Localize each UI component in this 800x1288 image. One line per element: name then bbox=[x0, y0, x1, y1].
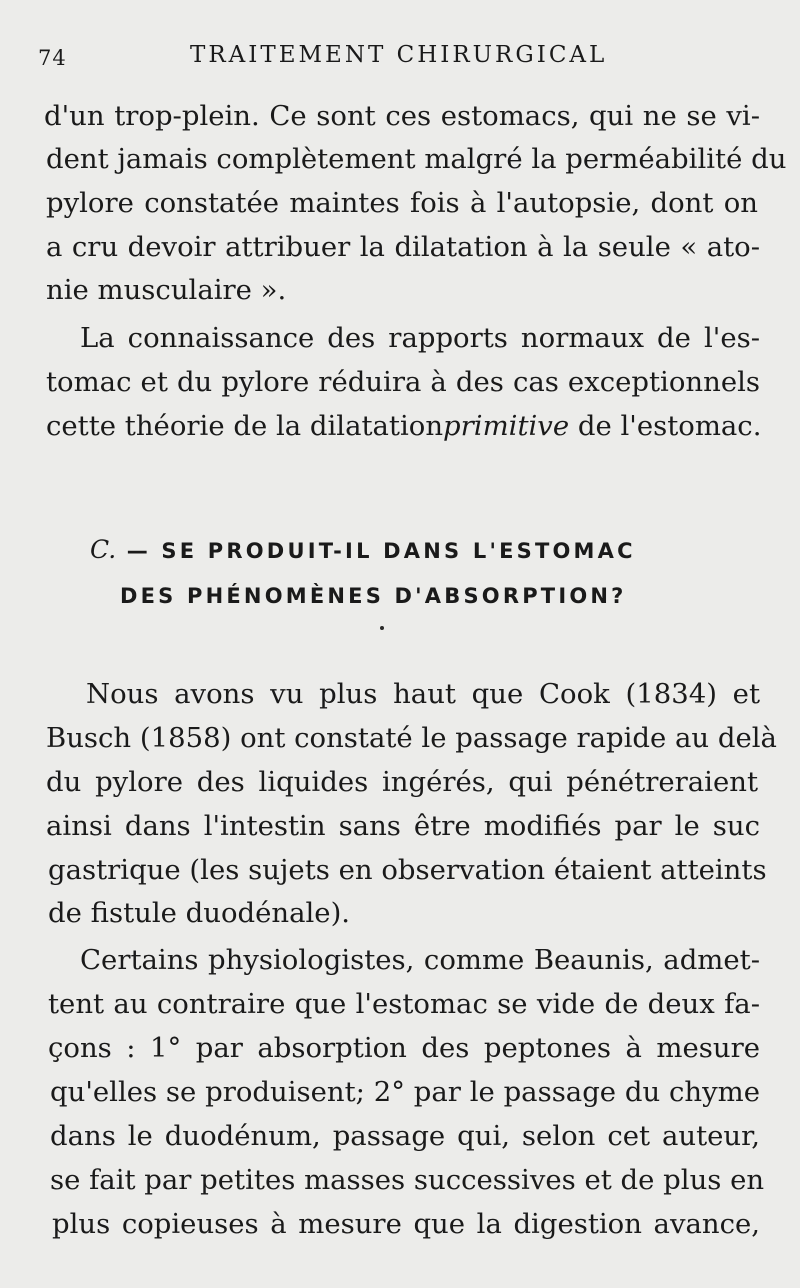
page-header bbox=[38, 40, 758, 74]
text-line: La connaissance des rapports normaux de l'es- bbox=[80, 322, 760, 354]
text-line: çons : 1° par absorption des peptones à mesure bbox=[48, 1032, 760, 1064]
text-line: dent jamais complètement malgré la perméabilité du bbox=[46, 143, 787, 175]
text-line: a cru devoir attribuer la dilatation à la seule « ato- bbox=[46, 231, 760, 263]
emphasized-word: primitive bbox=[443, 410, 570, 442]
text-line: Certains physiologistes, comme Beaunis, admet- bbox=[80, 944, 760, 976]
running-title: TRAITEMENT CHIRURGICAL bbox=[190, 42, 608, 68]
text-line: pylore constatée maintes fois à l'autopsie, dont on bbox=[46, 187, 758, 219]
section-letter: C. bbox=[90, 535, 117, 564]
section-heading-line-1 bbox=[90, 532, 636, 569]
text-line: qu'elles se produisent; 2° par le passage du chyme bbox=[50, 1076, 760, 1108]
text-line: Busch (1858) ont constaté le passage rapide au delà bbox=[46, 722, 777, 754]
text-line: gastrique (les sujets en observation étaient atteints bbox=[48, 854, 767, 886]
text-line bbox=[46, 406, 760, 446]
text-line: d'un trop-plein. Ce sont ces estomacs, qui ne se vi- bbox=[44, 100, 760, 132]
print-speck bbox=[380, 626, 384, 630]
page-number: 74 bbox=[38, 46, 67, 70]
text-segment: de l'estomac. bbox=[569, 410, 762, 442]
section-heading-text: — SE PRODUIT-IL DANS L'ESTOMAC bbox=[126, 539, 636, 563]
text-line: ainsi dans l'intestin sans être modifiés par le suc bbox=[46, 810, 760, 842]
text-line: tomac et du pylore réduira à des cas exceptionnels bbox=[46, 366, 760, 398]
text-line: dans le duodénum, passage qui, selon cet auteur, bbox=[50, 1120, 760, 1152]
text-line: plus copieuses à mesure que la digestion avance, bbox=[52, 1208, 760, 1240]
text-line: se fait par petites masses successives et de plus en bbox=[50, 1164, 765, 1196]
section-heading-line-2: DES PHÉNOMÈNES D'ABSORPTION? bbox=[120, 584, 627, 608]
text-line: du pylore des liquides ingérés, qui pénétreraient bbox=[46, 766, 758, 798]
text-line: Nous avons vu plus haut que Cook (1834) et bbox=[86, 678, 760, 710]
text-line: de fistule duodénale). bbox=[48, 897, 351, 929]
text-line: tent au contraire que l'estomac se vide de deux fa- bbox=[48, 988, 760, 1020]
text-line: nie musculaire ». bbox=[46, 274, 287, 306]
text-segment: cette théorie de la dilatation bbox=[46, 410, 444, 442]
